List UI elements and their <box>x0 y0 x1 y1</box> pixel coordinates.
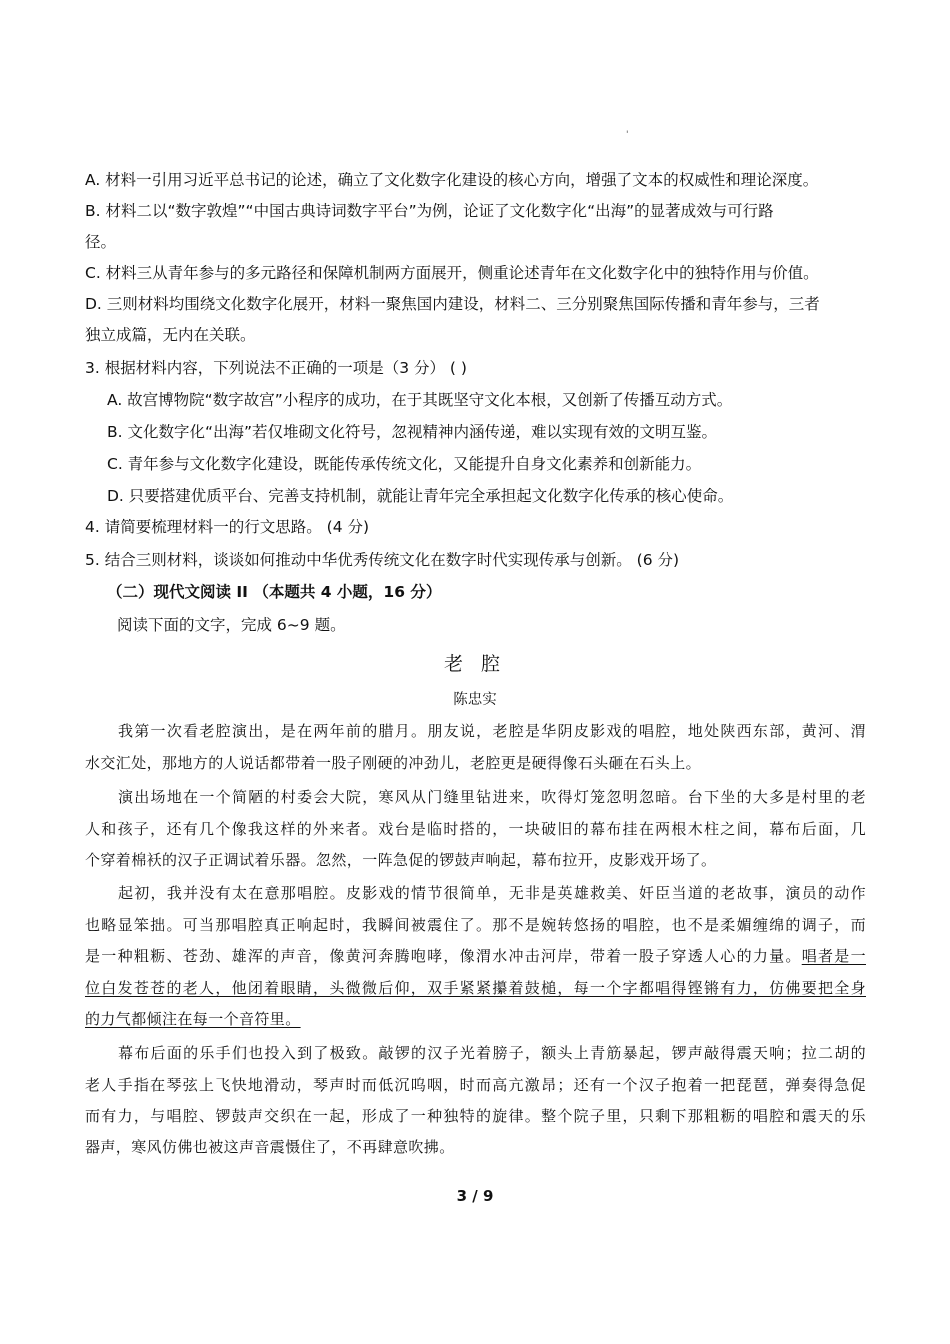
story-line: 我第一次看老腔演出，是在两年前的腊月。朋友说，老腔是华阴皮影戏的唱腔，地处陕西东部，黄河、渭 <box>118 722 866 740</box>
story-line: 而有力，与唱腔、锣鼓声交织在一起，形成了一种独特的旋律。整个院子里，只剩下那粗粝的唱腔和震天的乐 <box>85 1107 866 1125</box>
page-number: 3 / 9 <box>456 1187 494 1205</box>
q2-option-d-cont: 独立成篇，无内在关联。 <box>85 326 256 344</box>
story-line: 水交汇处，那地方的人说话都带着一股子刚硬的冲劲儿，老腔更是硬得像石头砸在石头上。 <box>85 754 702 772</box>
story-line <box>85 1009 866 1029</box>
story-line: 器声，寒风仿佛也被这声音震慑住了，不再肆意吹拂。 <box>85 1138 455 1156</box>
story-line: 幕布后面的乐手们也投入到了极致。敲锣的汉子光着膀子，额头上青筋暴起，锣声敲得震天响；拉二胡的 <box>118 1044 866 1062</box>
story-line: 老人手指在琴弦上飞快地滑动，琴声时而低沉呜咽，时而高亢激昂；还有一个汉子抱着一把琵琶，弹奏得急促 <box>85 1076 866 1094</box>
q3-option-a: A. 故宫博物院“数字故宫”小程序的成功，在于其既坚守文化本根，又创新了传播互动方式。 <box>107 391 733 409</box>
q3-option-c: C. 青年参与文化数字化建设，既能传承传统文化，又能提升自身文化素养和创新能力。 <box>107 455 702 473</box>
q3-option-b: B. 文化数字化“出海”若仅堆砌文化符号，忽视精神内涵传递，难以实现有效的文明互鉴。 <box>107 423 718 441</box>
section-heading: （二）现代文阅读 II （本题共 4 小题，16 分） <box>107 583 442 601</box>
q2-option-b: B. 材料二以“数字敦煌”“中国古典诗词数字平台”为例，论证了文化数字化“出海”的显著成效与可行路 <box>85 202 774 220</box>
underlined-text: 的力气都倾注在每一个音符里。 <box>85 1010 301 1028</box>
q2-option-c: C. 材料三从青年参与的多元路径和保障机制两方面展开，侧重论述青年在文化数字化中的独特作用与价值。 <box>85 264 819 282</box>
header-mark: ' <box>626 130 629 140</box>
story-line: 人和孩子，还有几个像我这样的外来者。戏台是临时搭的，一块破旧的幕布挂在两根木柱之间，幕布后面，几 <box>85 820 866 838</box>
q4-stem: 4. 请简要梳理材料一的行文思路。 (4 分) <box>85 518 370 536</box>
story-title: 老 腔 <box>443 653 507 675</box>
underlined-text: 位白发苍苍的老人，他闭着眼睛，头微微后仰，双手紧紧攥着鼓槌，每一个字都唱得铿锵有力，仿佛要把全身 <box>85 979 866 997</box>
story-line: 个穿着棉袄的汉子正调试着乐器。忽然，一阵急促的锣鼓声响起，幕布拉开，皮影戏开场了。 <box>85 851 717 869</box>
story-line: 也略显笨拙。可当那唱腔真正响起时，我瞬间被震住了。那不是婉转悠扬的唱腔，也不是柔媚缠绵的调子，而 <box>85 916 866 934</box>
section-intro: 阅读下面的文字，完成 6~9 题。 <box>117 616 346 634</box>
q2-option-b-cont: 径。 <box>85 233 117 251</box>
story-author: 陈忠实 <box>453 692 497 708</box>
story-line: 起初，我并没有太在意那唱腔。皮影戏的情节很简单，无非是英雄救美、奸臣当道的老故事，演员的动作 <box>118 884 866 902</box>
underlined-text: 唱者是一 <box>801 947 866 965</box>
q3-option-d: D. 只要搭建优质平台、完善支持机制，就能让青年完全承担起文化数字化传承的核心使命。 <box>107 487 734 505</box>
story-line: 演出场地在一个简陋的村委会大院，寒风从门缝里钻进来，吹得灯笼忽明忽暗。台下坐的大多是村里的老 <box>118 788 866 806</box>
q2-option-a: A. 材料一引用习近平总书记的论述，确立了文化数字化建设的核心方向，增强了文本的权威性和理论深度。 <box>85 171 819 189</box>
story-text: 是一种粗粝、苍劲、雄浑的声音，像黄河奔腾咆哮，像渭水冲击河岸，带着一股子穿透人心的力量。 <box>85 947 802 965</box>
story-line <box>85 946 866 966</box>
q2-option-d: D. 三则材料均围绕文化数字化展开，材料一聚焦国内建设，材料二、三分别聚焦国际传播和青年参与，三者 <box>85 295 820 313</box>
q5-stem: 5. 结合三则材料，谈谈如何推动中华优秀传统文化在数字时代实现传承与创新。 (6 分) <box>85 551 680 569</box>
q3-stem: 3. 根据材料内容，下列说法不正确的一项是（3 分） ( ) <box>85 359 467 377</box>
